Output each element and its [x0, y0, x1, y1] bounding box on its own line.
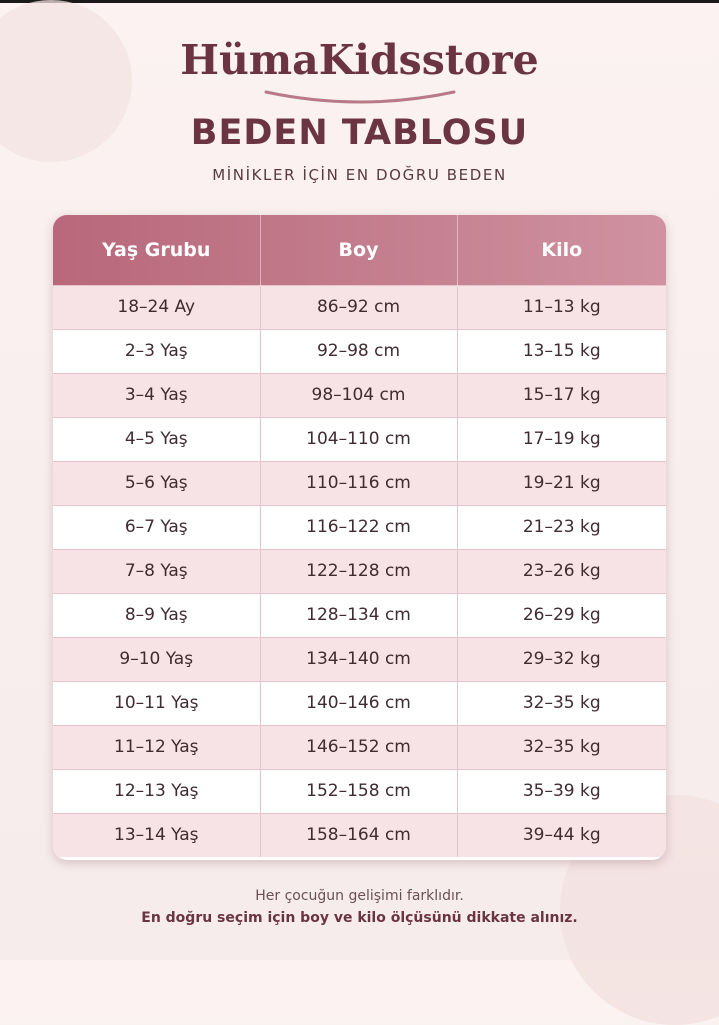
cell-age-group: 13–14 Yaş — [53, 813, 260, 857]
cell-weight: 26–29 kg — [457, 593, 666, 637]
cell-height: 134–140 cm — [260, 637, 457, 681]
table-row — [53, 505, 666, 549]
cell-age-group: 5–6 Yaş — [53, 461, 260, 505]
cell-age-group: 3–4 Yaş — [53, 373, 260, 417]
cell-weight: 13–15 kg — [457, 329, 666, 373]
brand-logo-text: HümaKidsstore — [180, 36, 539, 84]
column-header-height: Boy — [260, 215, 457, 285]
table-row — [53, 681, 666, 725]
cell-age-group: 8–9 Yaş — [53, 593, 260, 637]
table-row — [53, 373, 666, 417]
cell-age-group: 12–13 Yaş — [53, 769, 260, 813]
cell-age-group: 4–5 Yaş — [53, 417, 260, 461]
size-chart-table — [53, 215, 666, 857]
cell-weight: 23–26 kg — [457, 549, 666, 593]
table-row — [53, 593, 666, 637]
size-chart-table-card — [53, 215, 666, 860]
cell-age-group: 11–12 Yaş — [53, 725, 260, 769]
cell-weight: 35–39 kg — [457, 769, 666, 813]
table-row — [53, 461, 666, 505]
column-header-weight: Kilo — [541, 238, 583, 261]
cell-weight: 29–32 kg — [457, 637, 666, 681]
table-body — [53, 285, 666, 857]
cell-height: 152–158 cm — [260, 769, 457, 813]
table-row — [53, 725, 666, 769]
cell-weight: 19–21 kg — [457, 461, 666, 505]
table-row — [53, 329, 666, 373]
table-header-row — [53, 215, 666, 285]
table-row — [53, 637, 666, 681]
table-row — [53, 549, 666, 593]
cell-height: 140–146 cm — [260, 681, 457, 725]
brand-swoosh-underline — [262, 86, 458, 108]
cell-height: 122–128 cm — [260, 549, 457, 593]
table-row — [53, 285, 666, 329]
footer-advice: En doğru seçim için boy ve kilo ölçüsünü dikkate alınız. — [141, 910, 578, 926]
cell-height: 98–104 cm — [260, 373, 457, 417]
top-edge-bar — [0, 0, 719, 3]
cell-age-group: 18–24 Ay — [53, 285, 260, 329]
table-row — [53, 769, 666, 813]
cell-weight: 11–13 kg — [457, 285, 666, 329]
cell-weight: 39–44 kg — [457, 813, 666, 857]
cell-age-group: 2–3 Yaş — [53, 329, 260, 373]
cell-weight: 21–23 kg — [457, 505, 666, 549]
cell-height: 128–134 cm — [260, 593, 457, 637]
column-header-age-group: Yaş Grubu — [53, 215, 260, 285]
page-subtitle: MİNİKLER İÇİN EN DOĞRU BEDEN — [212, 166, 507, 184]
page-title: BEDEN TABLOSU — [190, 113, 529, 153]
cell-height: 86–92 cm — [260, 285, 457, 329]
cell-height: 158–164 cm — [260, 813, 457, 857]
cell-weight: 15–17 kg — [457, 373, 666, 417]
table-row — [53, 417, 666, 461]
cell-height: 116–122 cm — [260, 505, 457, 549]
cell-age-group: 7–8 Yaş — [53, 549, 260, 593]
cell-age-group: 10–11 Yaş — [53, 681, 260, 725]
cell-weight: 32–35 kg — [457, 725, 666, 769]
cell-age-group: 6–7 Yaş — [53, 505, 260, 549]
cell-height: 104–110 cm — [260, 417, 457, 461]
cell-weight: 32–35 kg — [457, 681, 666, 725]
footer-note: Her çocuğun gelişimi farklıdır. — [255, 888, 464, 904]
cell-height: 146–152 cm — [260, 725, 457, 769]
cell-height: 92–98 cm — [260, 329, 457, 373]
cell-height: 110–116 cm — [260, 461, 457, 505]
cell-weight: 17–19 kg — [457, 417, 666, 461]
cell-age-group: 9–10 Yaş — [53, 637, 260, 681]
table-row — [53, 813, 666, 857]
